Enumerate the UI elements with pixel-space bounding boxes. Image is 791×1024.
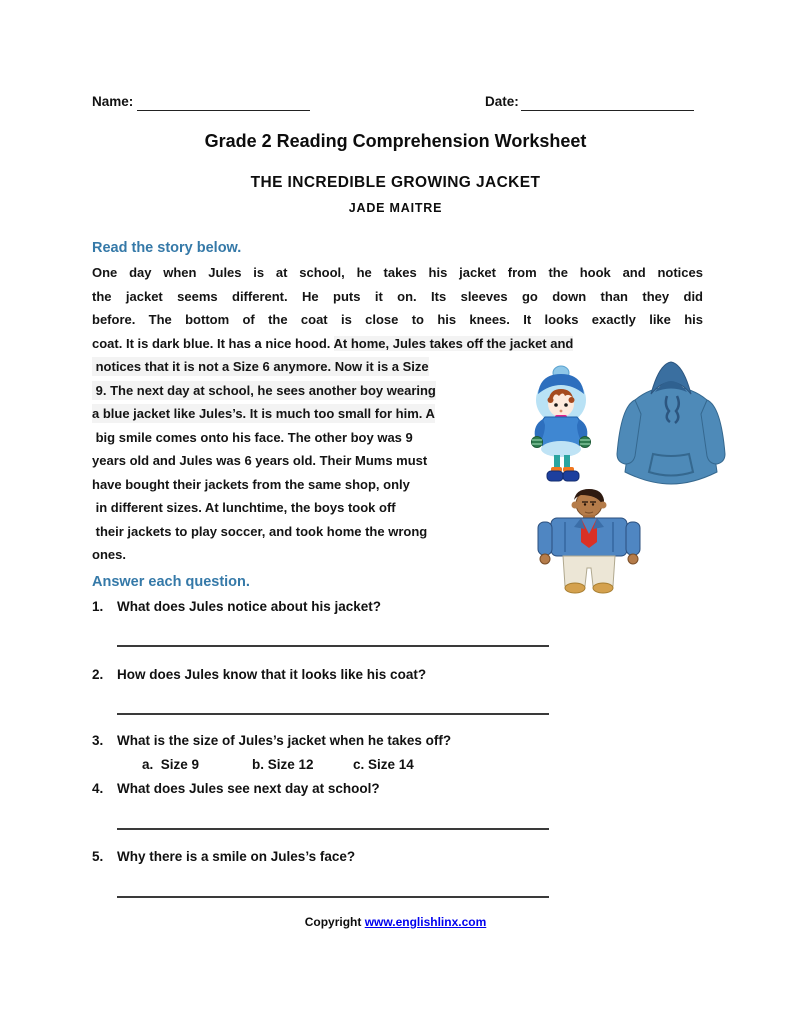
boy-illustration xyxy=(527,488,651,594)
blue-hoodie-illustration xyxy=(611,358,731,490)
story-line: One day when Jules is at school, he takes his jacket from the hook and notices xyxy=(92,265,703,280)
story-title: THE INCREDIBLE GROWING JACKET xyxy=(250,174,541,191)
story-line: have bought their jackets from the same shop, only xyxy=(92,477,410,492)
answer-line xyxy=(117,828,549,830)
question-number: 2. xyxy=(92,667,104,682)
date-label: Date: xyxy=(485,94,519,109)
story-line: big smile comes onto his face. The other boy was 9 xyxy=(92,430,413,445)
choice-c: c. Size 14 xyxy=(353,757,414,772)
story-line: 9. The next day at school, he sees another boy wearing xyxy=(92,383,436,398)
name-label: Name: xyxy=(92,94,134,109)
copyright-footer xyxy=(0,915,791,929)
choice-b: b. Size 12 xyxy=(252,757,314,772)
question-text: What is the size of Jules’s jacket when he takes off? xyxy=(117,733,452,748)
date-blank-line xyxy=(521,95,694,111)
story-line: notices that it is not a Size 6 anymore. Now it is a Size xyxy=(92,359,429,374)
copyright-link[interactable]: www.englishlinx.com xyxy=(364,915,487,929)
question-number: 3. xyxy=(92,733,104,748)
story-line: ones. xyxy=(92,547,126,562)
author-byline: JADE MAITRE xyxy=(348,201,443,215)
highlighted-text: At home, Jules takes off the jacket and xyxy=(333,336,574,351)
question-number: 5. xyxy=(92,849,104,864)
story-line: in different sizes. At lunchtime, the boys took off xyxy=(92,500,396,515)
question-number: 1. xyxy=(92,599,104,614)
story-line: coat. It is dark blue. It has a nice hood. At home, Jules takes off the jacket and xyxy=(92,336,574,351)
worksheet-title: Grade 2 Reading Comprehension Worksheet xyxy=(204,131,587,151)
question-number: 4. xyxy=(92,781,104,796)
story-line: before. The bottom of the coat is close to his knees. It looks exactly like his xyxy=(92,312,703,327)
name-blank-line xyxy=(137,95,310,111)
question-text: How does Jules know that it looks like his coat? xyxy=(117,667,427,682)
winter-child-illustration xyxy=(527,363,599,487)
copyright-label: Copyright xyxy=(304,915,365,929)
story-line: years old and Jules was 6 years old. Their Mums must xyxy=(92,453,428,468)
answer-line xyxy=(117,713,549,715)
choice-a: a. Size 9 xyxy=(142,757,200,772)
story-line: the jacket seems different. He puts it on. Its sleeves go down than they did xyxy=(92,289,703,304)
answer-line xyxy=(117,896,549,898)
story-line: a blue jacket like Jules’s. It is much too small for him. A xyxy=(92,406,435,421)
question-text: What does Jules notice about his jacket? xyxy=(117,599,382,614)
answer-instruction: Answer each question. xyxy=(92,574,250,590)
answer-line xyxy=(117,645,549,647)
question-text: What does Jules see next day at school? xyxy=(117,781,380,796)
read-instruction: Read the story below. xyxy=(92,240,242,256)
question-text: Why there is a smile on Jules’s face? xyxy=(117,849,356,864)
story-line: their jackets to play soccer, and took home the wrong xyxy=(92,524,428,539)
